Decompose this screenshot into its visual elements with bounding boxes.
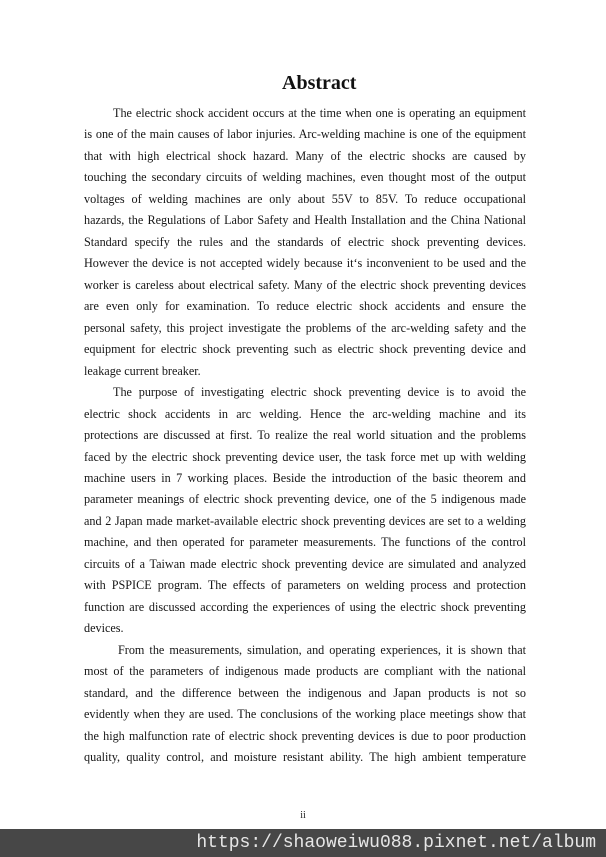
paragraph-line: function are discussed according the experiences of using the electric shock preventing (84, 599, 526, 614)
paragraph-line: touching the secondary circuits of welding machines, even thought most of the output (84, 170, 526, 185)
paragraph-line: is one of the main causes of labor injuries. Arc-welding machine is one of the equipment (84, 127, 526, 142)
paragraph-line: equipment for electric shock preventing such as electric shock preventing device and (84, 342, 526, 357)
paragraph-line: From the measurements, simulation, and operating experiences, it is shown that (118, 642, 526, 657)
abstract-paragraph-2 (84, 382, 526, 640)
paragraph-line: parameter meanings of electric shock preventing device, one of the 5 indigenous made (84, 492, 526, 507)
paragraph-line: worker is careless about electrical safety. Many of the electric shock preventing devices (84, 277, 526, 292)
page-number: ii (300, 810, 306, 821)
paragraph-line: standard, and the difference between the indigenous and Japan products is not so (84, 685, 526, 700)
paragraph-line: evidently when they are used. The conclusions of the working place meetings show that (84, 707, 526, 722)
paragraph-line: devices. (84, 621, 124, 636)
paragraph-line: The electric shock accident occurs at the time when one is operating an equipment (113, 106, 526, 120)
paragraph-line: with PSPICE program. The effects of parameters on welding process and protection (84, 578, 526, 593)
paragraph-line: are even only for examination. To reduce electric shock accidents and ensure the (84, 299, 526, 314)
paragraph-line: quality, quality control, and moisture resistant ability. The high ambient temperature (84, 750, 526, 765)
paragraph-line: faced by the electric shock preventing device user, the task force met up with welding (84, 449, 526, 464)
paragraph-line: hazards, the Regulations of Labor Safety and Health Installation and the China National (84, 213, 526, 228)
paragraph-line: machine users in 7 working places. Beside the introduction of the basic theorem and (84, 470, 526, 485)
paragraph-line: protections are discussed at first. To realize the real world situation and the problems (84, 428, 526, 443)
paragraph-line: However the device is not accepted widely because it‘s inconvenient to be used and the (84, 256, 526, 271)
watermark-url: https://shaoweiwu088.pixnet.net/album (196, 833, 596, 853)
page-title: Abstract (282, 72, 357, 94)
paragraph-line: personal safety, this project investigate the problems of the arc-welding safety and the (84, 320, 526, 335)
paragraph-line: electric shock accidents in arc welding. Hence the arc-welding machine and its (84, 406, 526, 421)
paragraph-line: the high malfunction rate of electric shock preventing devices is due to poor production (84, 728, 526, 743)
paragraph-line: leakage current breaker. (84, 363, 201, 378)
abstract-body (84, 103, 526, 769)
paragraph-line: The purpose of investigating electric shock preventing device is to avoid the (113, 385, 526, 400)
paragraph-line: and 2 Japan made market-available electric shock preventing devices are set to a welding (84, 513, 526, 528)
watermark-bar (0, 829, 606, 857)
abstract-paragraph-3 (84, 640, 526, 769)
paragraph-line: that with high electrical shock hazard. Many of the electric shocks are caused by (84, 148, 526, 163)
paragraph-line: most of the parameters of indigenous made products are compliant with the national (84, 664, 526, 679)
abstract-paragraph-1 (84, 103, 526, 382)
paragraph-line: voltages of welding machines are only about 55V to 85V. To reduce occupational (84, 191, 526, 206)
paragraph-line: machine, and then operated for parameter measurements. The functions of the control (84, 535, 526, 550)
paragraph-line: circuits of a Taiwan made electric shock preventing device are simulated and analyzed (84, 556, 526, 571)
paragraph-line: Standard specify the rules and the standards of electric shock preventing devices. (84, 234, 526, 249)
